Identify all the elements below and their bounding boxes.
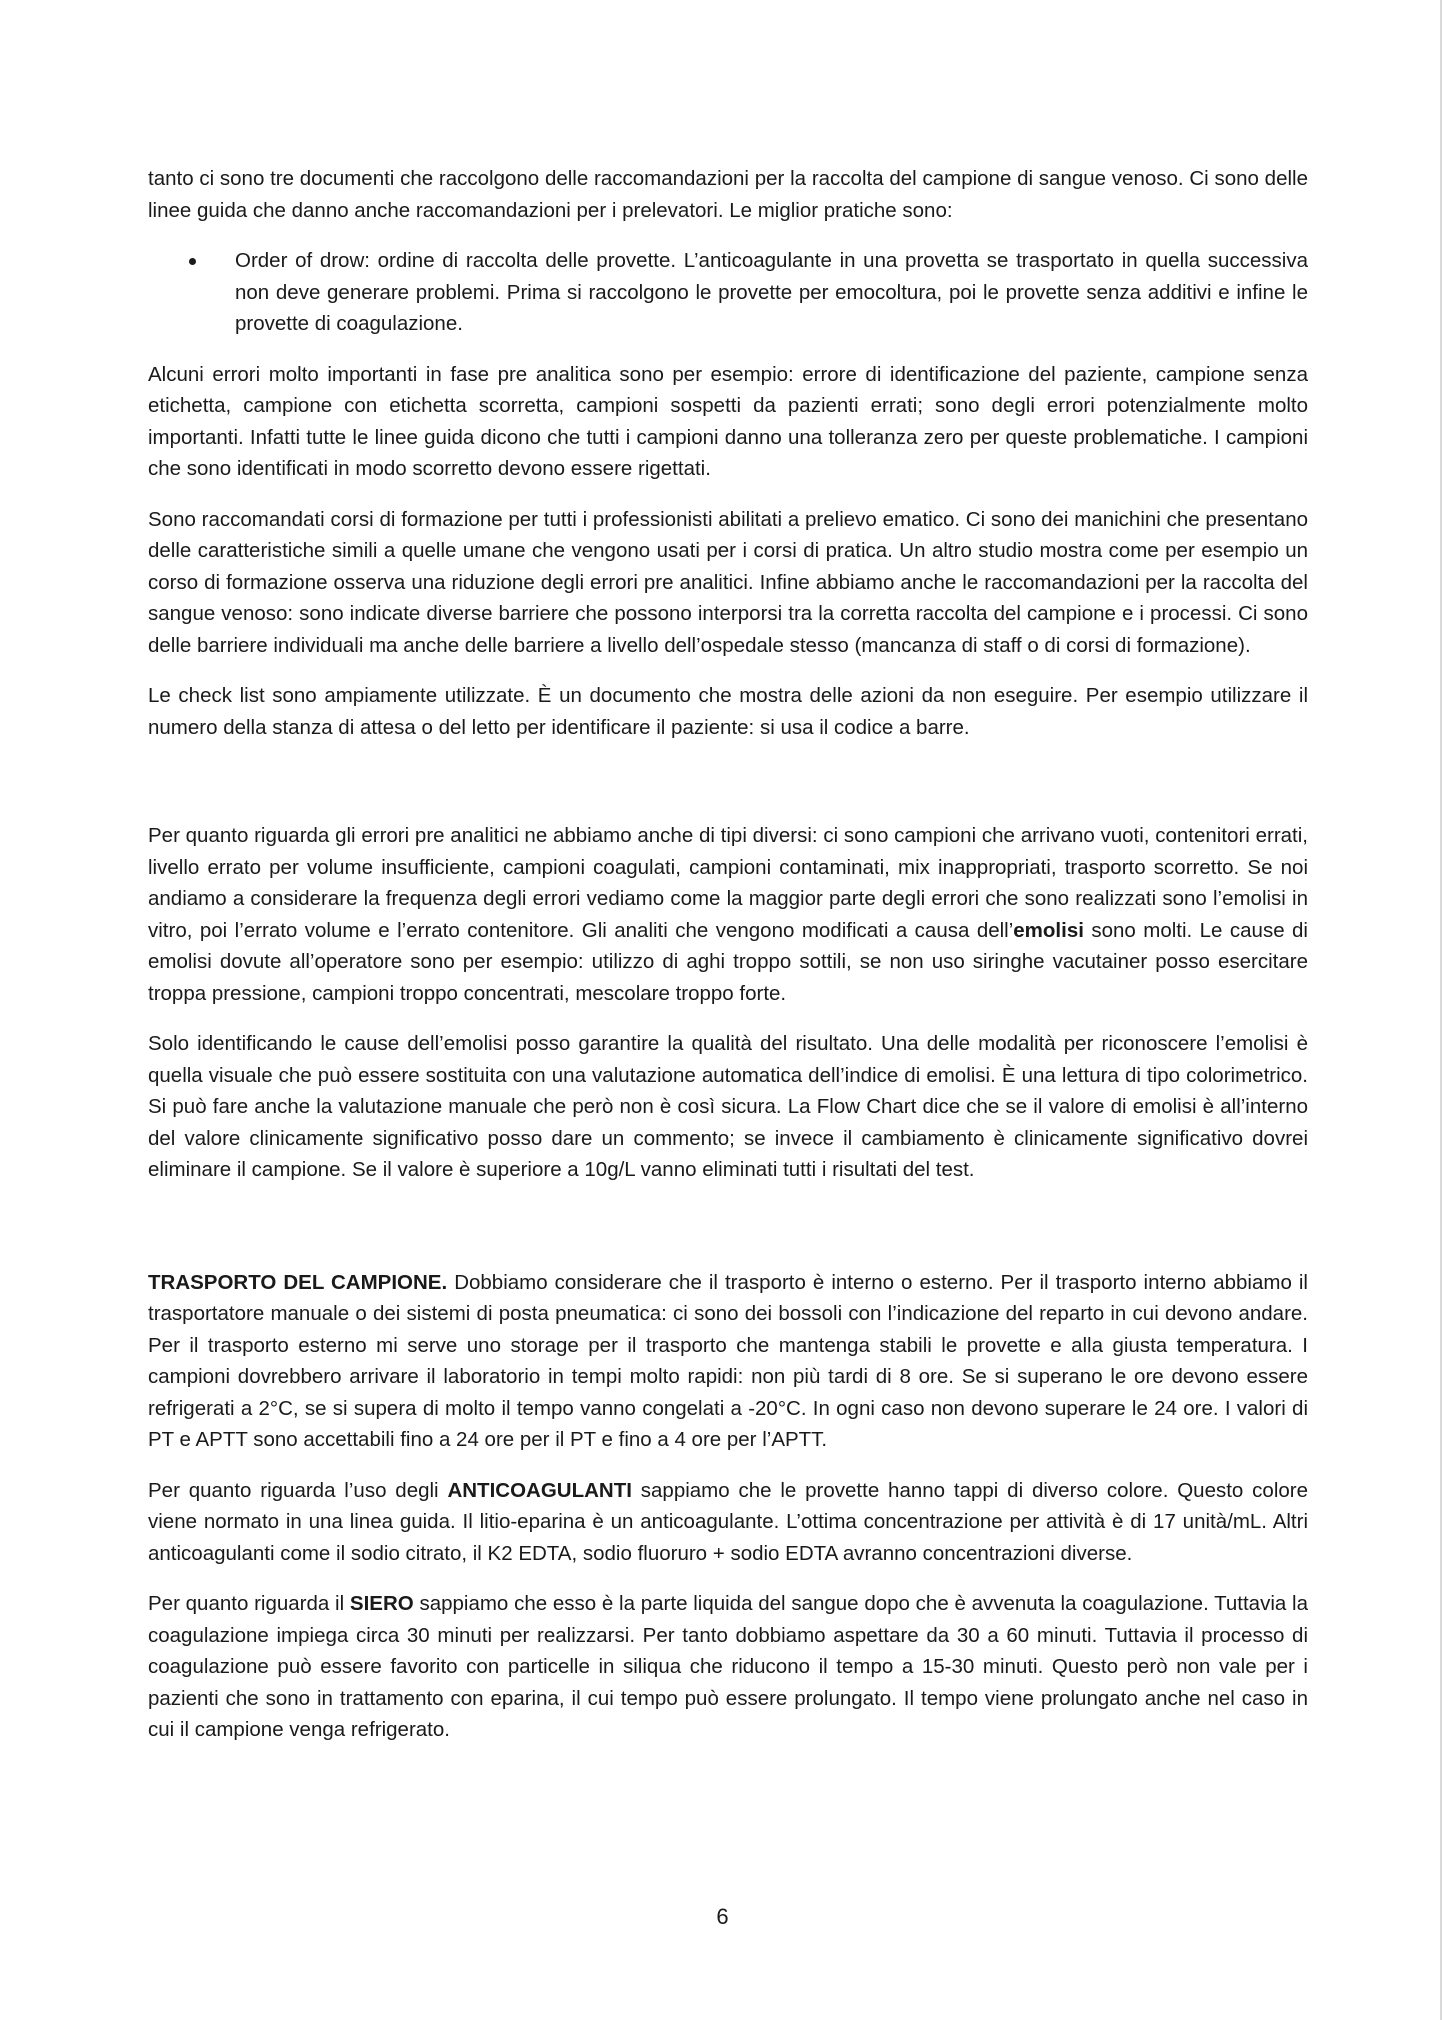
serum-keyword: SIERO [349, 1592, 414, 1615]
training-paragraph: Sono raccomandati corsi di formazione per tutti i professionisti abilitati a prelievo ematico. Ci sono dei manichini che presentano delle caratteristiche simili a quelle umane che vengono usati per i corsi di pratica. Un altro studio mostra come per esempio un corso di formazione osserva una riduzione degli errori pre analitici. Infine abbiamo anche le raccomandazioni per la raccolta del sangue venoso: sono indicate diverse barriere che possono interporsi tra la corretta raccolta del campione e i processi. Ci sono delle barriere individuali ma anche delle barriere a livello dell’ospedale stesso (mancanza di staff o di corsi di formazione). [148, 507, 1308, 657]
transport-text: Dobbiamo considerare che il trasporto è interno o esterno. Per il trasporto interno abbiamo il trasportatore manuale o dei sistemi di posta pneumatica: ci sono dei bossoli con l’indicazione del reparto in cui devono andare. Per il trasporto esterno mi serve uno storage per il trasporto che mantenga stabili le provette e alla giusta temperatura. I campioni dovrebbero arrivare il laboratorio in tempi molto rapidi: non più tardi di 8 ore. Se si superano le ore devono essere refrigerati a 2°C, se si supera di molto il tempo vanno congelati a -20°C. In ogni caso non devono superare le 24 ore. I valori di PT e APTT sono accettabili fino a 24 ore per il PT e fino a 4 ore per l’APTT. [148, 1270, 1308, 1451]
anticoagulants-text: sappiamo che le provette hanno tappi di diverso colore. Questo colore viene normato in una linea guida. Il litio-eparina è un anticoagulante. L’ottima concentrazione per attività è di 17 unità/mL. Altri anticoagulanti come il sodio citrato, il K2 EDTA, sodio fluoruro + sodio EDTA avranno concentrazioni diverse. [148, 1478, 1308, 1565]
bullet-icon [189, 258, 196, 265]
error-types-paragraph [148, 820, 1308, 1009]
checklist-paragraph: Le check list sono ampiamente utilizzate. È un documento che mostra delle azioni da non eseguire. Per esempio utilizzare il numero della stanza di attesa o del letto per identificare il paziente: si usa il codice a barre. [148, 684, 1308, 739]
list-item-text: Order of drow: ordine di raccolta delle provette. L’anticoagulante in una provetta se trasportato in quella successiva non deve generare problemi. Prima si raccolgono le provette per emocoltura, poi le provette senza additivi e infine le provette di coagulazione. [235, 249, 1308, 335]
transport-paragraph [148, 1267, 1308, 1456]
anticoagulants-keyword: ANTICOAGULANTI [447, 1478, 632, 1502]
best-practices-list [148, 245, 1308, 340]
anticoagulants-text-start: Per quanto riguarda l’uso degli [148, 1478, 448, 1502]
section-spacer [148, 1205, 1308, 1267]
serum-text-start: Per quanto riguarda il [148, 1592, 350, 1615]
intro-paragraph: tanto ci sono tre documenti che raccolgono delle raccomandazioni per la raccolta del campione di sangue venoso. Ci sono delle linee guida che danno anche raccomandazioni per i prelevatori. Le miglior pratiche sono: [148, 167, 1308, 222]
transport-heading: TRASPORTO DEL CAMPIONE. [148, 1270, 448, 1294]
page-number: 6 [716, 1904, 729, 1929]
serum-text: sappiamo che esso è la parte liquida del sangue dopo che è avvenuta la coagulazione. Tuttavia la coagulazione impiega circa 30 minuti per realizzarsi. Per tanto dobbiamo aspettare da 30 a 60 minuti. Tuttavia il processo di coagulazione può essere favorito con particelle in siliqua che riducono il tempo a 15-30 minuti. Questo però non vale per i pazienti che sono in trattamento con eparina, il cui tempo può essere prolungato. Il tempo viene prolungato anche nel caso in cui il campione venga refrigerato. [148, 1592, 1308, 1741]
page-content [148, 163, 1308, 1765]
emolisi-keyword: emolisi [1013, 918, 1084, 942]
error-types-text-end: sono molti. Le cause di emolisi dovute all’operatore sono per esempio: utilizzo di aghi troppo sottili, se non uso siringhe vacutainer posso esercitare troppa pressione, campioni troppo concentrati, mescolare troppo forte. [148, 918, 1308, 1005]
list-item [148, 245, 1308, 340]
serum-paragraph [148, 1588, 1308, 1746]
page-edge-line [1440, 0, 1442, 2020]
hemolysis-paragraph: Solo identificando le cause dell’emolisi posso garantire la qualità del risultato. Una delle modalità per riconoscere l’emolisi è quella visuale che può essere sostituita con una valutazione automatica dell’indice di emolisi. È una lettura di tipo colorimetrico. Si può fare anche la valutazione manuale che però non è così sicura. La Flow Chart dice che se il valore di emolisi è all’interno del valore clinicamente significativo posso dare un commento; se invece il cambiamento è clinicamente significativo dovrei eliminare il campione. Se il valore è superiore a 10g/L vanno eliminati tutti i risultati del test. [148, 1032, 1308, 1181]
anticoagulants-paragraph [148, 1475, 1308, 1570]
section-spacer [148, 762, 1308, 820]
errors-paragraph: Alcuni errori molto importanti in fase pre analitica sono per esempio: errore di identificazione del paziente, campione senza etichetta, campione con etichetta scorretta, campioni sospetti da pazienti errati; sono degli errori potenzialmente molto importanti. Infatti tutte le linee guida dicono che tutti i campioni danno una tolleranza zero per queste problematiche. I campioni che sono identificati in modo scorretto devono essere rigettati. [148, 362, 1308, 480]
error-types-text: Per quanto riguarda gli errori pre analitici ne abbiamo anche di tipi diversi: ci sono campioni che arrivano vuoti, contenitori errati, livello errato per volume insufficiente, campioni coagulati, campioni contaminati, mix inappropriati, trasporto scorretto. Se noi andiamo a considerare la frequenza degli errori vediamo come la maggior parte degli errori che sono realizzati sono l’emolisi in vitro, poi l’errato volume e l’errato contenitore. Gli analiti che vengono modificati a causa dell’ [148, 824, 1308, 942]
